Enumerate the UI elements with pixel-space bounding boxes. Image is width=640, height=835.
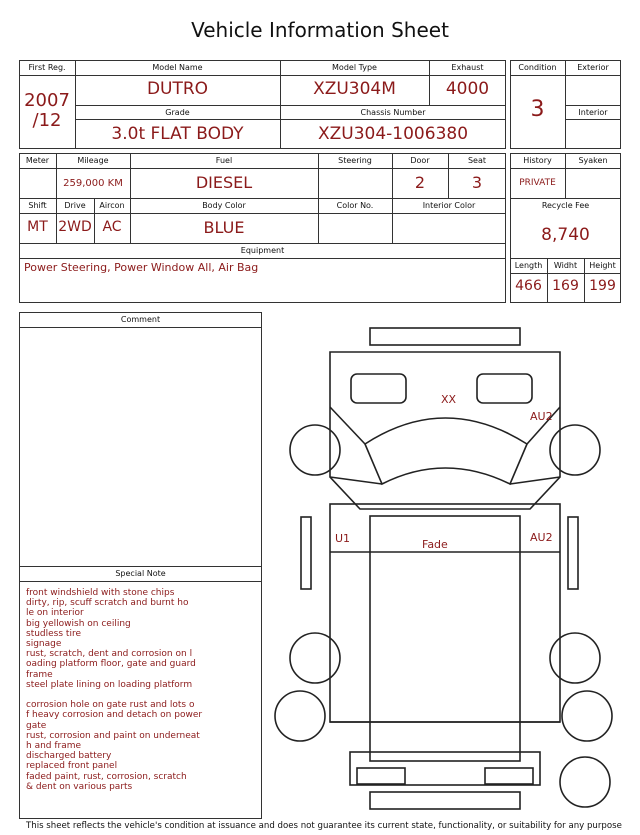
body-color-label: Body Color — [202, 201, 246, 210]
seat-value: 3 — [471, 173, 483, 192]
note-line: faded paint, rust, corrosion, scratch — [26, 771, 187, 782]
first-reg-year: 2007 — [24, 90, 70, 111]
mark-u1: U1 — [335, 532, 351, 545]
model-type-label: Model Type — [332, 63, 377, 72]
tail-light-right — [485, 768, 533, 784]
special-notes-list — [26, 588, 256, 792]
note-line: big yellowish on ceiling — [26, 618, 131, 629]
recycle-fee-value: 8,740 — [541, 225, 590, 245]
truck-damage-diagram — [265, 312, 635, 820]
wheel-front-left — [290, 425, 340, 475]
note-line: steel plate lining on loading platform — [26, 679, 193, 690]
a-pillar-left — [330, 407, 365, 444]
grade-value: 3.0t FLAT BODY — [111, 124, 244, 144]
first-reg-label: First Reg. — [28, 63, 66, 72]
mileage-label: Mileage — [77, 156, 109, 165]
special-note-label: Special Note — [115, 569, 166, 578]
chassis-value: XZU304-1006380 — [317, 124, 469, 144]
syaken-label: Syaken — [578, 156, 608, 165]
first-reg-month: /12 — [32, 110, 62, 131]
aircon-value: AC — [102, 219, 122, 235]
sheet-title: Vehicle Information Sheet — [191, 18, 449, 42]
headlight-right — [477, 374, 532, 403]
aircon-label: Aircon — [99, 201, 125, 210]
height-value: 199 — [589, 278, 616, 294]
note-line: rust, scratch, dent and corrosion on l — [26, 649, 193, 660]
mileage-value: 259,000 KM — [63, 178, 123, 189]
condition-value: 3 — [530, 97, 545, 122]
steering-label: Steering — [338, 156, 372, 165]
exterior-label: Exterior — [577, 63, 609, 72]
fuel-label: Fuel — [215, 156, 233, 165]
note-line: studless tire — [26, 628, 81, 639]
note-line: le on interior — [26, 608, 84, 619]
mark-fade: Fade — [422, 538, 448, 551]
history-value: PRIVATE — [519, 178, 556, 188]
door-value: 2 — [414, 173, 426, 192]
mark-au2-top: AU2 — [530, 410, 553, 423]
side-mirror-left — [301, 517, 311, 589]
width-value: 169 — [552, 278, 579, 294]
wheel-rear-right-inner — [550, 633, 600, 683]
comment-label: Comment — [120, 315, 161, 324]
interior-label: Interior — [578, 108, 608, 117]
note-line: signage — [26, 639, 62, 650]
exhaust-value: 4000 — [445, 79, 490, 99]
wheel-rear-left-outer — [275, 691, 325, 741]
note-line: replaced front panel — [26, 761, 118, 772]
model-name-value: DUTRO — [146, 79, 209, 99]
note-line: gate — [26, 720, 47, 731]
wheel-rear-left-inner — [290, 633, 340, 683]
wheel-front-right — [550, 425, 600, 475]
equipment-value: Power Steering, Power Window All, Air Bag — [24, 261, 259, 274]
interior-color-label: Interior Color — [422, 201, 476, 210]
note-line: h and frame — [26, 741, 82, 752]
flat-bed — [330, 504, 560, 722]
exhaust-label: Exhaust — [451, 63, 484, 72]
width-label: Widht — [553, 261, 578, 270]
side-mirror-right — [568, 517, 578, 589]
note-line: front windshield with stone chips — [26, 588, 175, 598]
model-name-label: Model Name — [152, 63, 203, 72]
cab-outline — [330, 352, 560, 509]
grade-label: Grade — [165, 108, 190, 117]
note-line: f heavy corrosion and detach on power — [26, 710, 203, 721]
history-label: History — [523, 156, 552, 165]
mark-au2-side: AU2 — [530, 531, 553, 544]
note-line — [26, 690, 256, 700]
front-bumper — [370, 328, 520, 345]
equipment-label: Equipment — [240, 246, 285, 255]
recycle-fee-label: Recycle Fee — [541, 201, 590, 210]
headlight-left — [351, 374, 406, 403]
color-no-label: Color No. — [336, 201, 374, 210]
note-line: oading platform floor, gate and guard — [26, 659, 196, 670]
note-line: & dent on various parts — [26, 781, 133, 792]
wheel-rear-right-outer — [562, 691, 612, 741]
drive-value: 2WD — [58, 219, 92, 235]
note-line: dirty, rip, scuff scratch and burnt ho — [26, 598, 189, 609]
windshield — [365, 418, 527, 484]
drive-label: Drive — [64, 201, 86, 210]
note-line: discharged battery — [26, 751, 112, 762]
length-label: Length — [514, 261, 543, 270]
seat-label: Seat — [467, 156, 487, 165]
condition-label: Condition — [518, 63, 557, 72]
body-color-value: BLUE — [203, 218, 245, 237]
note-line: rust, corrosion and paint on underneat — [26, 730, 200, 741]
disclaimer-footer: This sheet reflects the vehicle's condition at issuance and does not guarantee its current state, functionality, or suitability for any purpose — [26, 821, 622, 831]
length-value: 466 — [515, 278, 542, 294]
height-label: Height — [589, 261, 616, 270]
model-type-value: XZU304M — [313, 79, 396, 99]
note-line: corrosion hole on gate rust and lots o — [26, 700, 195, 711]
fuel-value: DIESEL — [195, 173, 253, 192]
tail-light-left — [357, 768, 405, 784]
chassis-label: Chassis Number — [360, 108, 426, 117]
shift-value: MT — [27, 219, 48, 235]
meter-label: Meter — [25, 156, 50, 165]
spare-wheel — [560, 757, 610, 807]
note-line: frame — [26, 669, 53, 680]
shift-label: Shift — [28, 201, 47, 210]
mark-xx: XX — [441, 393, 457, 406]
door-label: Door — [410, 156, 430, 165]
rear-bumper — [370, 792, 520, 809]
